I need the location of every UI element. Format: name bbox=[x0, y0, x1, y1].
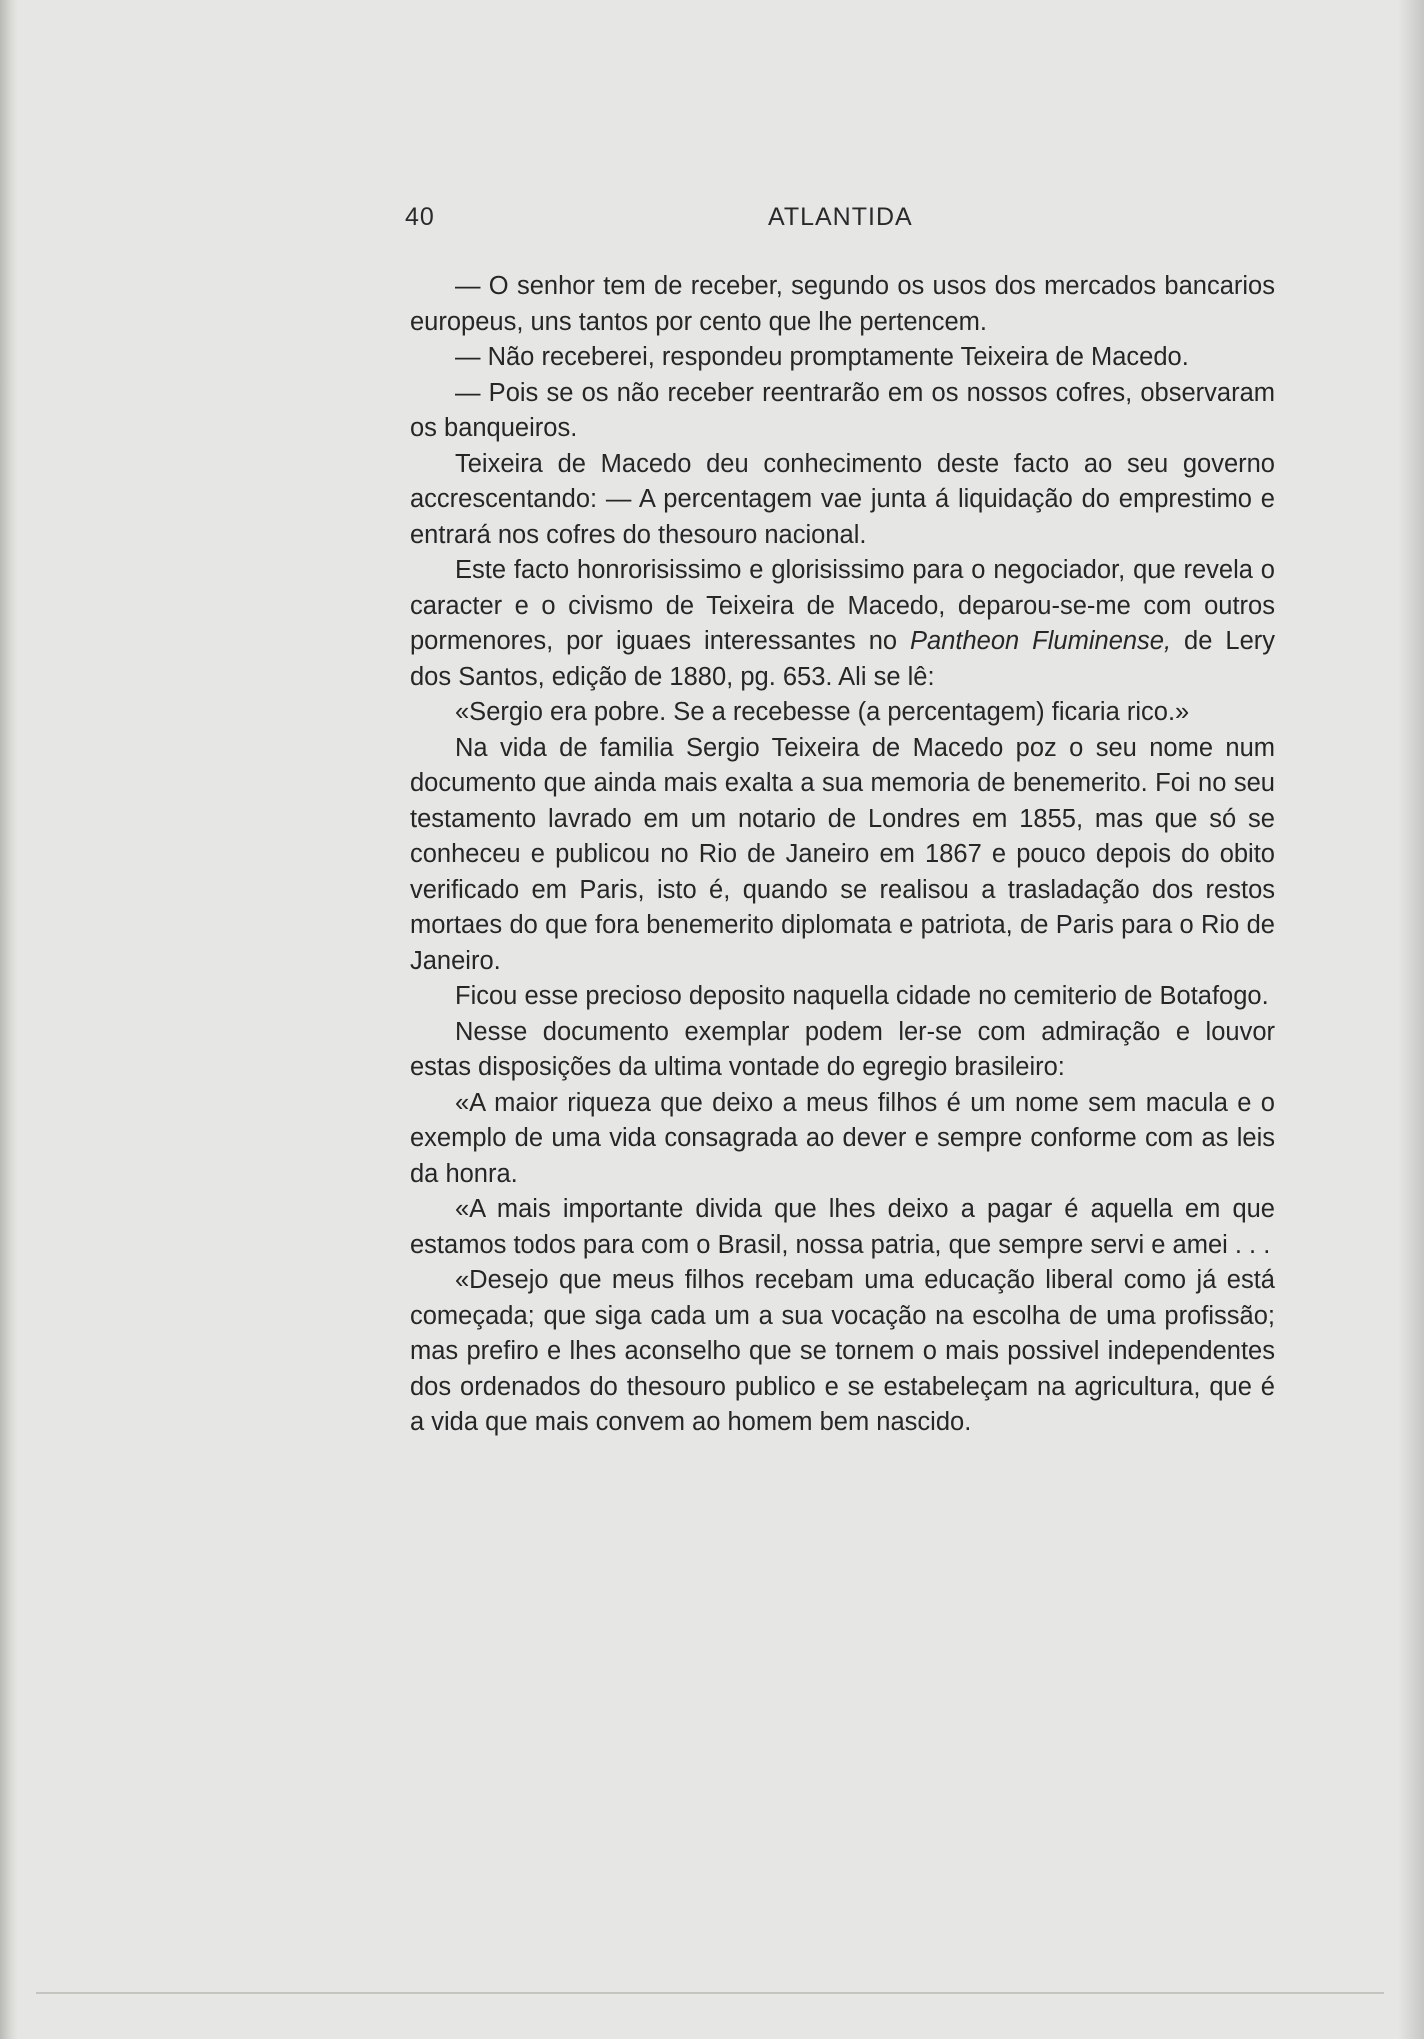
paragraph: Nesse documento exemplar podem ler-se com admiração e louvor estas disposições da ultima vontade do egregio brasileiro: bbox=[410, 1017, 1275, 1081]
quotation: «A mais importante divida que lhes deixo a pagar é aquella em que estamos todos para com o Brasil, nossa patria, que sempre servi e amei . . . bbox=[410, 1195, 1275, 1259]
page-edge-line bbox=[36, 1992, 1384, 1994]
quotation: «Sergio era pobre. Se a recebesse (a percentagem) ficaria rico.» bbox=[455, 698, 1190, 726]
paragraph-text: de Lery dos Santos, edição de 1880, pg. 653. Ali se lê: bbox=[410, 627, 1275, 691]
paragraph: — Não receberei, respondeu promptamente Teixeira de Macedo. bbox=[455, 343, 1189, 371]
paragraph-with-citation bbox=[410, 553, 1275, 695]
page-number: 40 bbox=[405, 203, 435, 231]
body-text bbox=[410, 269, 1275, 1441]
quotation: «Desejo que meus filhos recebam uma educação liberal como já está começada; que siga cada um a sua vocação na escolha de uma profissão; mas prefiro e lhes aconselho que se tornem o mais possivel independentes dos ordenados do thesouro publico e se estabeleçam na agricultura, que é a vida que mais convem ao homem bem nascido. bbox=[410, 1266, 1275, 1436]
paragraph: — Pois se os não receber reentrarão em os nossos cofres, observaram os banqueiros. bbox=[410, 378, 1275, 442]
paragraph: Teixeira de Macedo deu conhecimento deste facto ao seu governo accrescentando: — A percentagem vae junta á liquidação do emprestimo e entrará nos cofres do thesouro nacional. bbox=[410, 449, 1275, 549]
running-head bbox=[0, 203, 1424, 243]
book-title-citation: Pantheon Fluminense, bbox=[910, 627, 1172, 655]
paragraph: Ficou esse precioso deposito naquella cidade no cemiterio de Botafogo. bbox=[455, 982, 1269, 1010]
paragraph: — O senhor tem de receber, segundo os usos dos mercados bancarios europeus, uns tantos por cento que lhe pertencem. bbox=[410, 272, 1275, 336]
paragraph: Na vida de familia Sergio Teixeira de Macedo poz o seu nome num documento que ainda mais exalta a sua memoria de benemerito. Foi no seu testamento lavrado em um notario de Londres em 1855, mas que só se conheceu e publicou no Rio de Janeiro em 1867 e pouco depois do obito verificado em Paris, isto é, quando se realisou a trasladação dos restos mortaes do que fora benemerito diplomata e patriota, de Paris para o Rio de Janeiro. bbox=[410, 733, 1275, 975]
quotation: «A maior riqueza que deixo a meus filhos é um nome sem macula e o exemplo de uma vida consagrada ao dever e sempre conforme com as leis da honra. bbox=[410, 1088, 1275, 1188]
running-title: ATLANTIDA bbox=[768, 203, 913, 231]
paragraph-text: Este facto honrorisissimo e glorisissimo para o negociador, que revela o caracter e o civismo de Teixeira de Macedo, deparou-se-me com outros pormenores, por iguaes interessantes no bbox=[410, 556, 1275, 655]
